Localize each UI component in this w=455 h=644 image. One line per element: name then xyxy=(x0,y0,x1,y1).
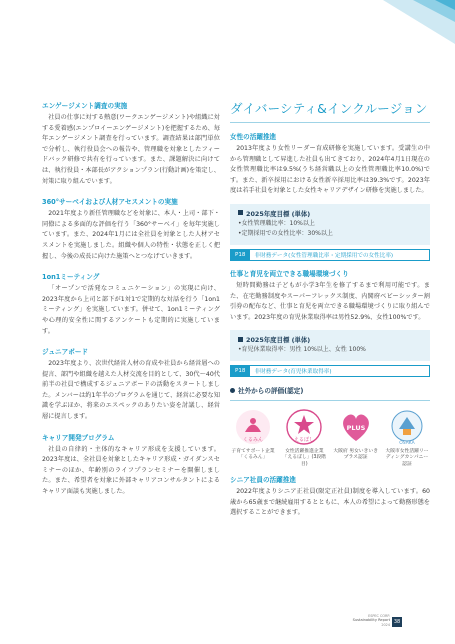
section-heading: キャリア開発プログラム xyxy=(42,433,115,442)
section-heading: シニア社員の活躍推進 xyxy=(230,476,296,485)
section-heading: 女性の活躍推進 xyxy=(230,133,277,141)
section-heading: 1on1ミーティング xyxy=(42,273,100,282)
eruboshi-logo-icon xyxy=(284,407,324,447)
section-body: 2021年度より新任管理職などを対象に、本人・上司・部下・同僚による多面的な評価を行う「360°サーベイ」を毎年実施しています。また、2024年1月には全社員を対象とした人材アセスメントを実施しました。組織や個人の特性・状態を正しく把握し、今後の成長に向けた施策へとつなげていきます。 xyxy=(42,210,220,260)
page-reference-link[interactable] xyxy=(230,249,430,261)
page-reference-tag: P18 xyxy=(231,365,250,377)
corner-decoration xyxy=(343,0,455,60)
section-body: 社員の自律的・主体的なキャリア形成を支援しています。2023年度は、全社員を対象としたキャリア形成・ガイダンスセミナーのほか、年齢別のライフプランセミナーを開催しました。また、希望者を対象に外部キャリアコンサルタントによるキャリア面談も実施しました。 xyxy=(42,445,220,496)
page-reference-link[interactable] xyxy=(230,365,430,377)
evaluation-title: 社外からの評価(認定) xyxy=(230,387,430,396)
footer-report: Sustainability Report xyxy=(352,618,390,623)
circle-bullet-icon xyxy=(230,388,235,393)
title-divider xyxy=(230,122,430,123)
section-career xyxy=(42,434,220,498)
section-body: 短時間勤務は子どもが小学3年生を修了するまで利用可能です。また、在宅勤務制度やスーパーフレックス制度、内閣府ベビーシッター割引券の配布など、仕事と育児を両立できる職場環境づくりに取り組んでいます。2023年度の育児休業取得率は男性52.9%、女性100%です。 xyxy=(230,281,430,321)
target-box xyxy=(230,330,430,361)
section-junior-board xyxy=(42,348,220,423)
square-bullet-icon xyxy=(238,210,243,215)
certification-logos xyxy=(230,407,430,468)
section-women xyxy=(230,133,430,261)
section-evaluation xyxy=(230,387,430,468)
osaka-plus-logo-icon xyxy=(336,407,376,447)
section-engagement xyxy=(42,102,220,187)
logo-kurumin xyxy=(230,407,276,468)
svg-text:えるぼし: えるぼし xyxy=(294,437,315,444)
left-column xyxy=(42,102,220,498)
logo-osaka-plus xyxy=(333,407,379,468)
page-reference-tag: P18 xyxy=(231,249,250,261)
section-body: 「オープンで活発なコミュニケーション」の実現に向け、2023年度から上司と部下が1対1で定期的な対話を行う「1on1ミーティング」を実施しています。併せて、1on1ミーティングや心理的安全性に関するアンケートも定期的に実施しています。 xyxy=(42,285,220,335)
target-line: •育児休業取得率：男性 10%以上、女性 100% xyxy=(238,346,366,354)
section-heading: エンゲージメント調査の実施 xyxy=(42,102,128,110)
section-heading: 仕事と育児を両立できる職場環境づくり xyxy=(230,269,349,278)
osaka-city-logo-icon xyxy=(387,407,427,447)
page-reference-text: 非財務データ(女性管理職比率・定期採用での女性比率) xyxy=(254,252,394,259)
footer-company: ESPEC CORP. xyxy=(368,614,390,618)
logo-caption: 子育てサポート企業「くるみん」 xyxy=(231,449,275,461)
evaluation-divider xyxy=(230,400,430,401)
target-box xyxy=(230,204,430,245)
section-body: 2022年度よりシニア正社員(限定正社員)制度を導入しています。60歳から65歳まで継続雇用するとともに、本人の希望によって勤務形態を選択することができます。 xyxy=(230,488,430,517)
target-line: •定期採用での女性比率：30%以上 xyxy=(238,229,333,237)
page-title: ダイバーシティ&インクルージョン xyxy=(230,101,428,116)
logo-caption: 大阪府 男女いきいきプラス認証 xyxy=(333,449,378,461)
section-360-survey xyxy=(42,198,220,262)
svg-text:くるみん: くるみん xyxy=(242,437,264,444)
section-senior xyxy=(230,476,430,519)
section-body: 2013年度より女性リーダー育成研修を実施しています。受講生の中から管理職として昇進した社員も出てきており、2024年4月1日現在の女性管理職比率は9.5%(うち経営職以上の女性管理職比率10.0%)です。また、新卒採用における女性新卒採用比率は39.3%です。2023年度は若手社員を対象とした女性キャリアデザイン研修を実施しました。 xyxy=(230,145,430,195)
section-heading: ジュニアボード xyxy=(42,348,89,357)
section-heading: 360°サーベイおよび人材アセスメントの実施 xyxy=(42,198,178,207)
target-line: •女性管理職比率：10%以上 xyxy=(238,219,315,227)
section-1on1 xyxy=(42,273,220,337)
square-bullet-icon xyxy=(238,337,243,342)
logo-osaka-city xyxy=(384,407,430,468)
section-childcare xyxy=(230,270,430,377)
target-box-title: 2025年度目標 (単体) xyxy=(238,335,422,345)
page-number: 38 xyxy=(393,619,401,625)
logo-eruboshi xyxy=(281,407,327,468)
target-box-title: 2025年度目標 (単体) xyxy=(238,209,422,219)
svg-text:OSAKA: OSAKA xyxy=(399,441,415,447)
svg-text:PLUS: PLUS xyxy=(346,424,365,433)
section-body: 社員の仕事に対する熱意(ワークエンゲージメント)や組織に対する愛着感(エンプロイーエンゲージメント)を把握するため、毎年エンゲージメント調査を行っています。調査結果は部門単位で分析し、執行役員会への報告や、管理職を対象としたフィードバック研修で共有を行っています。また、課題解決に向けては、執行役員・本部長がアクションプラン(行動計画)を策定し、対策に取り組んでいます。 xyxy=(42,114,220,185)
kurumin-logo-icon xyxy=(233,407,273,447)
right-column xyxy=(230,102,430,519)
page-reference-text: 非財務データ(育児休業取得率) xyxy=(254,369,332,376)
logo-caption: 女性活躍推進企業「えるぼし」(3段階目) xyxy=(282,449,326,467)
report-footer xyxy=(340,614,390,627)
section-body: 2023年度より、次世代経営人材の育成や社員から経営層への提言、部門や組織を越えた人材交流を目的として、30代〜40代前半の社員で構成するジュニアボードの活動をスタートしました。メンバーは約1年半のプログラムを通じて、経営に必要な知識を学ぶほか、将来のエスペックのありたい姿を討議し、経営層に提言します。 xyxy=(42,360,220,421)
logo-caption: 大阪市女性活躍リーディングカンパニー認証 xyxy=(385,449,429,467)
footer-year: 2024 xyxy=(381,622,390,627)
